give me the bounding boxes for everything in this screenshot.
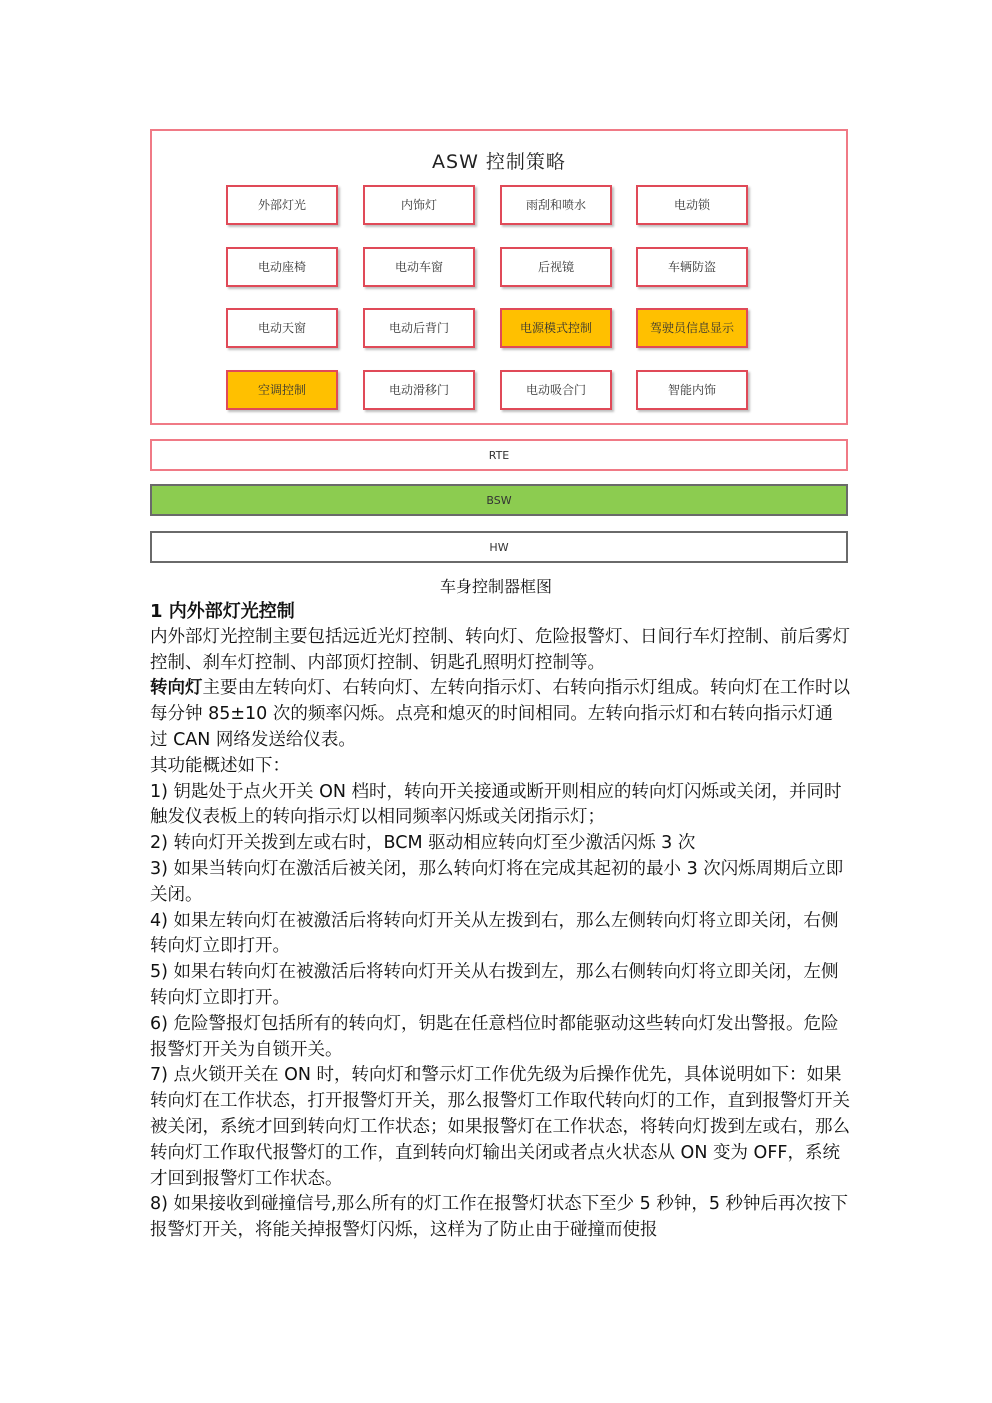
- module-box: 电动车窗: [363, 247, 475, 287]
- module-box: 电动吸合门: [500, 370, 612, 410]
- module-box: 驾驶员信息显示: [636, 308, 748, 348]
- module-box: 电源模式控制: [500, 308, 612, 348]
- function-item: 1) 钥匙处于点火开关 ON 档时，转向开关接通或断开则相应的转向灯闪烁或关闭，并同时触发仪表板上的转向指示灯以相同频率闪烁或关闭指示灯；: [150, 781, 842, 828]
- module-box: 电动后背门: [363, 308, 475, 348]
- function-item: 3) 如果当转向灯在激活后被关闭，那么转向灯将在完成其起初的最小 3 次闪烁周期后立即关闭。: [150, 858, 844, 905]
- rte-layer: RTE: [150, 439, 848, 471]
- module-box: 电动天窗: [226, 308, 338, 348]
- module-box: 车辆防盗: [636, 247, 748, 287]
- intro-paragraph: 内外部灯光控制主要包括远近光灯控制、转向灯、危险报警灯、日间行车灯控制、前后雾灯控制、刹车灯控制、内部顶灯控制、钥匙孔照明灯控制等。: [150, 626, 850, 673]
- module-box: 电动滑移门: [363, 370, 475, 410]
- function-item: 7) 点火锁开关在 ON 时，转向灯和警示灯工作优先级为后操作优先，具体说明如下：如果转向灯在工作状态，打开报警灯开关，那么报警灯工作取代转向灯的工作，直到报警灯开关被关闭，系统才回到转向灯工作状态；如果报警灯在工作状态，将转向灯拨到左或右，那么转向灯工作取代报警灯的工作，直到转向灯输出关闭或者点火状态从 ON 变为 OFF，系统才回到报警灯工作状态。: [150, 1065, 850, 1189]
- function-item: 4) 如果左转向灯在被激活后将转向灯开关从左拨到右，那么左侧转向灯将立即关闭，右侧转向灯立即打开。: [150, 910, 839, 957]
- turn-signal-term: 转向灯: [150, 678, 203, 699]
- function-item: 2) 转向灯开关拨到左或右时，BCM 驱动相应转向灯至少激活闪烁 3 次: [150, 833, 696, 854]
- module-box: 外部灯光: [226, 185, 338, 225]
- function-item: 5) 如果右转向灯在被激活后将转向灯开关从右拨到左，那么右侧转向灯将立即关闭，左侧转向灯立即打开。: [150, 962, 839, 1008]
- turn-signal-paragraph: [150, 676, 850, 753]
- bsw-layer: BSW: [150, 484, 848, 516]
- module-box: 电动座椅: [226, 247, 338, 287]
- hw-layer: HW: [150, 531, 848, 563]
- module-box: 空调控制: [226, 370, 338, 410]
- function-item: 6) 危险警报灯包括所有的转向灯，钥匙在任意档位时都能驱动这些转向灯发出警报。危险报警灯开关为自锁开关。: [150, 1013, 839, 1060]
- module-box: 后视镜: [500, 247, 612, 287]
- module-box: 电动锁: [636, 185, 748, 225]
- asw-title: ASW 控制策略: [432, 151, 566, 173]
- figure-caption: 车身控制器框图: [439, 577, 552, 596]
- function-intro: 其功能概述如下：: [150, 755, 290, 776]
- document-body: [150, 599, 850, 1244]
- function-list: [150, 780, 850, 1244]
- section-heading: 1 内外部灯光控制: [150, 601, 295, 622]
- turn-signal-description: 主要由左转向灯、右转向灯、左转向指示灯、右转向指示灯组成。转向灯在工作时以每分钟 85±10 次的频率闪烁。点亮和熄灭的时间相同。左转向指示灯和右转向指示灯通过 CAN 网络发送给仪表。: [150, 678, 850, 750]
- module-box: 雨刮和喷水: [500, 185, 612, 225]
- module-box: 智能内饰: [636, 370, 748, 410]
- module-box: 内饰灯: [363, 185, 475, 225]
- function-item: 8) 如果接收到碰撞信号,那么所有的灯工作在报警灯状态下至少 5 秒钟，5 秒钟后再次按下报警灯开关，将能关掉报警灯闪烁，这样为了防止由于碰撞而使报: [150, 1194, 849, 1241]
